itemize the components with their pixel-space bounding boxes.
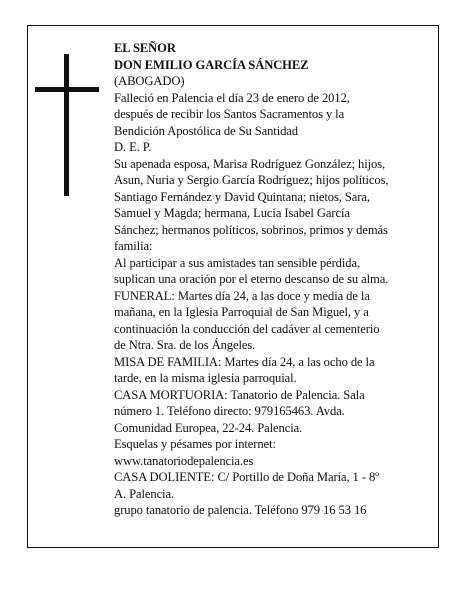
obituary-text [114,40,404,519]
funeral-line: FUNERAL: Martes día 24, a las doce y media de la [114,288,370,303]
family-line: Santiago Fernández y David Quintana; nietos, Sara, [114,189,370,204]
family-line: Samuel y Magda; hermana, Lucía Isabel García [114,206,350,220]
family-line: Su apenada esposa, Marisa Rodríguez González; hijos, [114,156,386,171]
mourning-house-line: A. Palencia. [114,486,174,501]
family-line: familia: [114,239,153,253]
family-mass-line: MISA DE FAMILIA: Martes día 24, a las ocho de la [114,354,375,369]
mortuary-line: número 1. Teléfono directo: 979165463. Avda. [114,404,345,418]
death-line: después de recibir los Santos Sacramentos y la [114,107,345,121]
funeral-line: de Ntra. Sra. de los Ángeles. [114,338,256,352]
funeral-line: continuación la conducción del cadáver al cementerio [114,321,380,336]
family-line: Asun, Nuria y Sergio García Rodríguez; hijos políticos, [114,173,389,187]
death-line: Bendición Apostólica de Su Santidad [114,123,298,138]
mourning-house-line: CASA DOLIENTE: C/ Portillo de Doña María, 1 - 8º [114,470,379,484]
internet-condolences-line: Esquelas y pésames por internet: [114,437,276,451]
family-mass-line: tarde, en la misma iglesia parroquial. [114,371,297,385]
mortuary-line: Comunidad Europea, 22-24. Palencia. [114,420,303,435]
funeral-line: mañana, en la Iglesia Parroquial de San Miguel, y a [114,305,369,319]
rip-abbreviation: D. E. P. [114,140,152,154]
website-url: www.tanatoriodepalencia.es [114,453,254,468]
family-line: Sánchez; hermanos políticos, sobrinos, primos y demás [114,222,388,237]
death-line: Falleció en Palencia el día 23 de enero de 2012, [114,90,350,105]
deceased-name: DON EMILIO GARCÍA SÁNCHEZ [114,57,309,72]
deceased-profession: (ABOGADO) [114,74,185,88]
mortuary-line: CASA MORTUORIA: Tanatorio de Palencia. Sala [114,387,365,402]
cross-horizontal-bar [35,87,99,92]
cross-vertical-bar [64,54,69,196]
footer-contact: grupo tanatorio de palencia. Teléfono 979 16 53 16 [114,503,367,517]
heading-title: EL SEÑOR [114,41,176,55]
request-line: Al participar a sus amistades tan sensible pérdida, [114,255,361,270]
request-line: suplican una oración por el eterno descanso de su alma. [114,272,389,286]
cross-icon [35,54,99,196]
